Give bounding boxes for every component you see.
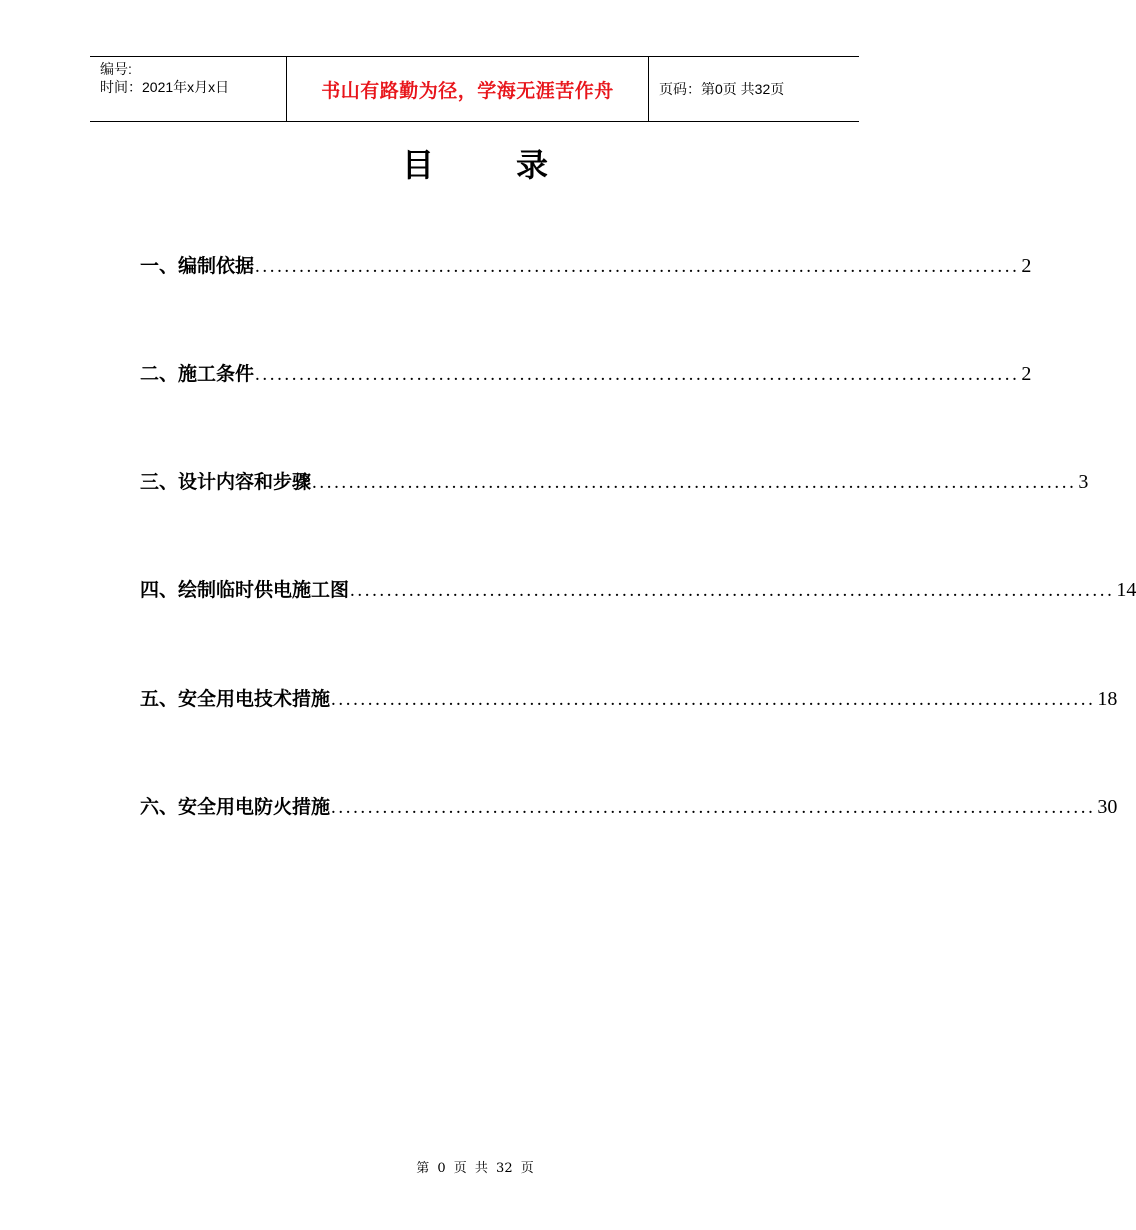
- header-meta-cell: [90, 57, 286, 121]
- toc-entry-2[interactable]: [140, 356, 1032, 386]
- page-footer: 第 0 页 共 32 页: [416, 1161, 534, 1176]
- header-motto: 书山有路勤为径，学海无涯苦作舟: [321, 79, 614, 102]
- toc-leader-dots: ........................................................................................................: [350, 580, 1115, 601]
- toc-entry-label: 一、编制依据: [140, 255, 255, 277]
- header-page-code: 页码：第0页 共32页: [659, 81, 785, 97]
- toc-leader-dots: ........................................................................................................: [331, 797, 1096, 818]
- toc-leader-dots: ........................................................................................................: [312, 472, 1077, 493]
- toc-entry-1[interactable]: [140, 248, 1032, 278]
- toc-entry-label: 二、施工条件: [140, 363, 255, 385]
- toc-entry-page: 30: [1097, 796, 1118, 818]
- toc-entry-page: 18: [1097, 688, 1118, 710]
- toc-entry-page: 3: [1078, 471, 1089, 493]
- toc-entry-5[interactable]: [140, 681, 1118, 711]
- toc-entry-label: 四、绘制临时供电施工图: [140, 579, 350, 601]
- document-header: [90, 56, 859, 122]
- toc-leader-dots: ........................................................................................................: [331, 689, 1096, 710]
- header-motto-cell: [286, 57, 649, 121]
- page-title-char-1: 目: [401, 146, 434, 184]
- toc-entry-3[interactable]: [140, 464, 1089, 494]
- header-page-cell: [649, 57, 859, 121]
- page-title-char-2: 录: [516, 146, 549, 184]
- toc-entry-page: 2: [1021, 255, 1032, 277]
- document-number-label: 编号:: [100, 61, 132, 77]
- toc-leader-dots: ........................................................................................................: [255, 256, 1020, 277]
- toc-entry-4[interactable]: [140, 572, 1136, 602]
- document-time-label: 时间：2021年x月x日: [100, 79, 230, 95]
- toc-entry-label: 六、安全用电防火措施: [140, 796, 331, 818]
- toc-leader-dots: ........................................................................................................: [255, 364, 1020, 385]
- toc-entry-page: 2: [1021, 363, 1032, 385]
- toc-entry-label: 三、设计内容和步骤: [140, 471, 312, 493]
- toc-entry-6[interactable]: [140, 789, 1118, 819]
- page-title: [0, 140, 950, 186]
- toc-entry-page: 14: [1116, 579, 1136, 601]
- toc-entry-label: 五、安全用电技术措施: [140, 688, 331, 710]
